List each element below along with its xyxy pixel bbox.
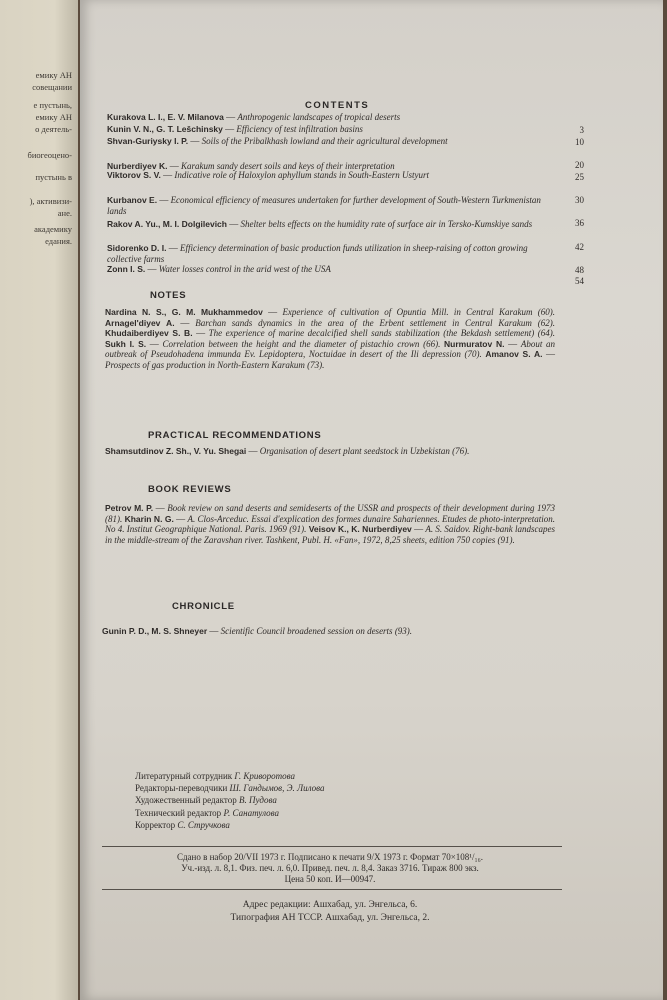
imprint-top-rule xyxy=(102,846,562,847)
section-item-text: Prospects of gas production in North-Eastern Karakum (73). xyxy=(105,359,325,370)
toc-author: Zonn I. S. xyxy=(107,264,146,274)
toc-entry: Zonn I. S. — Water losses control in the arid west of the USA xyxy=(107,264,331,274)
credit-line xyxy=(135,820,230,831)
toc-title: Anthropogenic landscapes of tropical deserts xyxy=(237,112,401,122)
left-page-fragment xyxy=(0,0,78,1000)
section-item-text: A. S. Saidov. Right-bank landscapes in the middle-stream of the Zaravshan river. Tashkent, Publ. H. «Fan», 1972, 8,25 sheets, edition 750 copies (91). xyxy=(105,524,556,545)
toc-entry: Viktorov S. V. — Indicative role of Haloxylon aphyllum stands in South-Eastern Ustyurt xyxy=(107,170,430,180)
section-item-text: Scientific Council broadened session on deserts (93). xyxy=(220,626,413,636)
left-page-text-line: академику xyxy=(34,224,72,234)
section-item-text: Book review on sand deserts and semideserts of the USSR and prospects of their development during 1973 (81). xyxy=(105,503,556,524)
section-author: Gunin P. D., M. S. Shneyer xyxy=(102,626,208,636)
toc-title: Soils of the Pribalkhash lowland and their agricultural development xyxy=(201,136,448,146)
credit-role: Художественный редактор xyxy=(135,795,237,806)
practical-paragraph: Shamsutdinov Z. Sh., V. Yu. Shegai — Organisation of desert plant seedstock in Uzbekistan (76). xyxy=(105,446,470,456)
contents-page xyxy=(80,0,663,1000)
toc-title: Efficiency of test infiltration basins xyxy=(236,124,363,134)
credit-line xyxy=(135,771,295,782)
toc-page-number: 25 xyxy=(575,172,584,182)
section-item-text: A. Clos-Arceduc. Essai d'explication des formes dunaire Sahariennes. Etudes de photo-interpretation. No 4. Institut Geographique National. Paris. 1969 (91). xyxy=(105,513,556,535)
credit-name: Г. Криворотова xyxy=(234,771,295,781)
left-page-text-line: пустынь в xyxy=(35,172,72,182)
left-page-text-line: емику АН xyxy=(35,70,72,80)
toc-entry: Kunin V. N., G. T. Lešchinsky — Efficiency of test infiltration basins xyxy=(107,124,363,134)
section-item-text: Barchan sands dynamics in the area of the Erbent settlement in Central Karakum (62). xyxy=(195,317,555,328)
toc-entry: Rakov A. Yu., M. I. Dolgilevich — Shelter belts effects on the humidity rate of surface air in Tersko-Kumskiye sands xyxy=(107,219,533,229)
section-item-text: The experience of marine decalcified shell sands stabilization (the Bekdash settlement) (64). xyxy=(208,328,555,339)
toc-author: Viktorov S. V. xyxy=(107,170,161,180)
practical-heading: PRACTICAL RECOMMENDATIONS xyxy=(148,430,322,441)
toc-title: Karakum sandy desert soils and keys of their interpretation xyxy=(180,161,395,171)
credit-name: Ш. Гандымов, Э. Лилова xyxy=(229,783,325,794)
toc-title: Shelter belts effects on the humidity rate of surface air in Tersko-Kumskiye sands xyxy=(240,219,533,229)
toc-author: Sidorenko D. I. xyxy=(107,243,167,253)
credit-line xyxy=(135,795,277,806)
toc-entry: Shvan-Guriysky I. P. — Soils of the Pribalkhash lowland and their agricultural development xyxy=(107,136,448,146)
credit-line xyxy=(135,783,324,794)
toc-author: Kunin V. N., G. T. Lešchinsky xyxy=(107,124,223,134)
credit-line xyxy=(135,808,279,819)
imprint-line: Цена 50 коп. И—00947. xyxy=(284,874,376,884)
section-item-text: About an outbreak of Pseudohadena immunda Ev. Lepidoptera, Noctuidae in desert of the Ili depression (70). xyxy=(105,338,556,360)
toc-entry: Nurberdiyev K. — Karakum sandy desert soils and keys of their interpretation xyxy=(107,161,395,171)
credit-role: Литературный сотрудник xyxy=(135,771,233,781)
section-author: Arnagel'diyev A. xyxy=(105,317,175,328)
credit-role: Корректор xyxy=(135,819,176,830)
credit-name: Р. Санатулова xyxy=(223,807,279,818)
toc-page-number: 30 xyxy=(575,195,584,205)
section-author: Petrov M. P. xyxy=(105,503,154,513)
toc-entry: Kurbanov E. — Economical efficiency of measures undertaken for further development of South-Western Turkmenistan lands xyxy=(107,195,541,216)
toc-title: Efficiency determination of basic production funds utilization in sheep-raising of cotton growing collective farms xyxy=(107,243,528,264)
toc-author: Shvan-Guriysky I. P. xyxy=(107,136,189,146)
section-author: Sukh I. S. xyxy=(105,338,147,349)
toc-page-number: 10 xyxy=(575,137,584,147)
chronicle-heading: CHRONICLE xyxy=(172,601,235,612)
toc-title: Indicative role of Haloxylon aphyllum stands in South-Eastern Ustyurt xyxy=(174,170,430,180)
toc-page-number: 20 xyxy=(575,160,584,170)
section-item-text: Experience of cultivation of Opuntia Mill. in Central Karakum (60). xyxy=(282,307,556,317)
imprint-line: Сдано в набор 20/VII 1973 г. Подписано к печати 9/X 1973 г. Формат 70×108¹/₁₆. xyxy=(176,852,484,862)
section-author: Nardina N. S., G. M. Mukhammedov xyxy=(105,307,263,317)
toc-entry: Sidorenko D. I. — Efficiency determination of basic production funds utilization in sheep-raising of cotton growing collective farms xyxy=(107,243,528,264)
toc-author: Kurbanov E. xyxy=(107,195,158,205)
book-reviews-heading: BOOK REVIEWS xyxy=(148,484,232,495)
left-page-text-line: биогеоцено- xyxy=(27,150,72,160)
toc-author: Nurberdiyev K. xyxy=(107,161,168,171)
imprint-line: Уч.-изд. л. 8,1. Физ. печ. л. 6,0. Привед. печ. л. 8,4. Заказ 3716. Тираж 800 экз. xyxy=(181,863,479,873)
toc-page-number: 42 xyxy=(575,242,584,252)
section-item-text: Correlation between the height and the diameter of pistachio crown (66). xyxy=(162,338,441,349)
left-page-text-line: совещании xyxy=(32,82,72,92)
left-page-text-line: ане. xyxy=(57,208,72,218)
credit-role: Технический редактор xyxy=(135,807,222,818)
section-author: Kharin N. G. xyxy=(124,513,174,524)
credit-name: В. Пудова xyxy=(238,795,277,806)
notes-paragraph: Nardina N. S., G. M. Mukhammedov — Experience of cultivation of Opuntia Mill. in Central Karakum (60). Arnagel'diyev A. — Barchan sands dynamics in the area of the Erbent settlement in Central Karakum (62). Khudaiberdiyev S. B. — The experience of marine decalcified shell sands stabilization (the Bekdash settlement) (64). Sukh I. S. — Correlation between the height and the diameter of pistachio crown (66). Nurmuratov N. — About an outbreak of Pseudohadena immunda Ev. Lepidoptera, Noctuidae in desert of the Ili depression (70). Amanov S. A. — Prospects of gas production in North-Eastern Karakum (73). xyxy=(105,307,556,370)
left-page-text-line: о деятель- xyxy=(35,124,72,134)
section-author: Khudaiberdiyev S. B. xyxy=(105,328,193,339)
toc-page-number: 48 xyxy=(575,265,584,275)
credit-role: Редакторы-переводчики xyxy=(135,783,228,794)
notes-heading: NOTES xyxy=(150,290,187,301)
toc-entry: Kurakova L. I., E. V. Milanova — Anthropogenic landscapes of tropical deserts xyxy=(107,112,401,122)
contents-heading: CONTENTS xyxy=(305,100,370,111)
credit-name: С. Стручкова xyxy=(177,819,230,830)
section-item-text: Organisation of desert plant seedstock in Uzbekistan (76). xyxy=(259,446,470,456)
toc-page-number: 3 xyxy=(579,125,584,135)
section-author: Shamsutdinov Z. Sh., V. Yu. Shegai xyxy=(105,446,247,456)
left-page-text-line: едания. xyxy=(45,236,72,246)
section-author: Nurmuratov N. xyxy=(444,338,505,349)
toc-page-number: 36 xyxy=(575,218,584,228)
toc-title: Economical efficiency of measures undertaken for further development of South-Western Turkmenistan lands xyxy=(107,195,541,216)
section-author: Veisov K., K. Nurberdiyev xyxy=(308,524,412,535)
section-author: Amanov S. A. xyxy=(485,349,543,360)
printing-house-address: Типография АН ТССР. Ашхабад, ул. Энгельса, 2. xyxy=(230,913,430,923)
toc-title: Water losses control in the arid west of the USA xyxy=(158,264,331,274)
chronicle-paragraph: Gunin P. D., M. S. Shneyer — Scientific Council broadened session on deserts (93). xyxy=(102,626,413,636)
left-page-text-line: емику АН xyxy=(35,112,72,122)
left-page-text-line: ), активизи- xyxy=(29,196,72,206)
left-page-text-line: е пустынь, xyxy=(33,100,72,110)
editorial-address: Адрес редакции: Ашхабад, ул. Энгельса, 6. xyxy=(242,900,418,910)
toc-author: Rakov A. Yu., M. I. Dolgilevich xyxy=(107,219,227,229)
imprint-bottom-rule xyxy=(102,889,562,890)
toc-author: Kurakova L. I., E. V. Milanova xyxy=(107,112,224,122)
book-reviews-paragraph: Petrov M. P. — Book review on sand deserts and semideserts of the USSR and prospects of their development during 1973 (81). Kharin N. G. — A. Clos-Arceduc. Essai d'explication des formes dunaire Sahariennes. Etudes de photo-interpretation. No 4. Institut Geographique National. Paris. 1969 (91). Veisov K., K. Nurberdiyev — A. S. Saidov. Right-bank landscapes in the middle-stream of the Zaravshan river. Tashkent, Publ. H. «Fan», 1972, 8,25 sheets, edition 750 copies (91). xyxy=(105,503,556,545)
toc-page-number: 54 xyxy=(575,276,584,286)
